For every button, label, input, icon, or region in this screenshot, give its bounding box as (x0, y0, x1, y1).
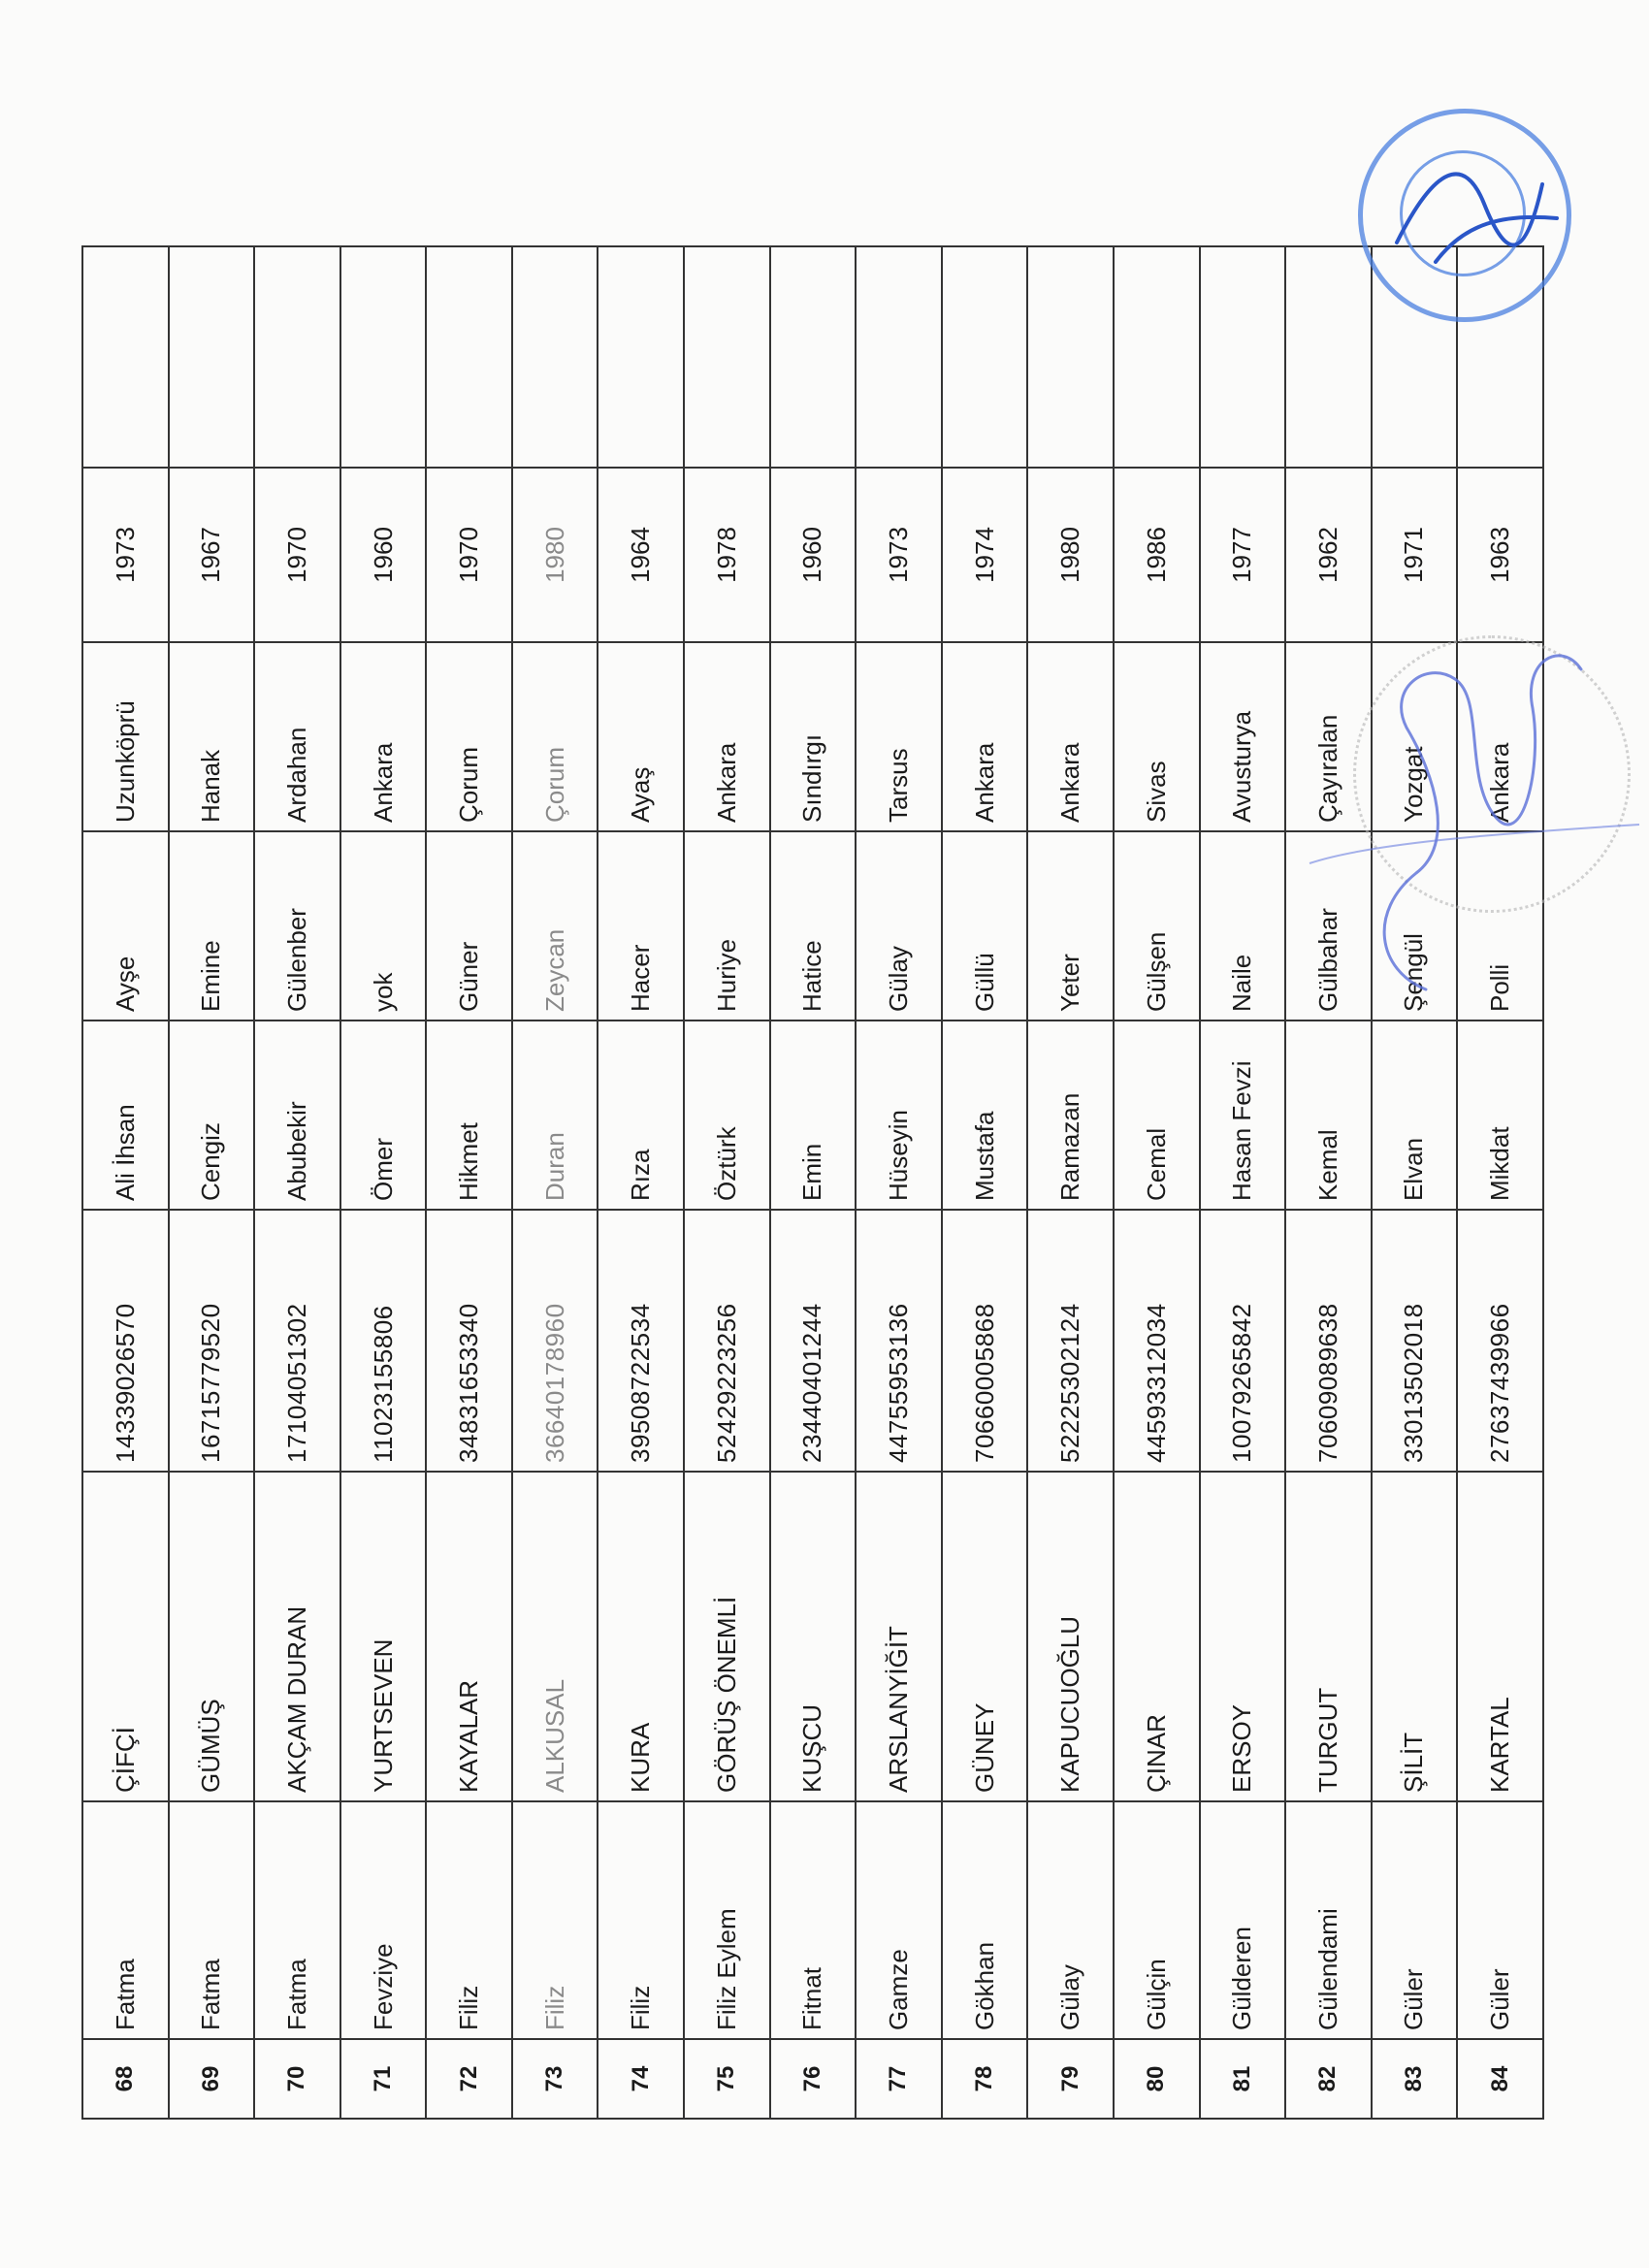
table-row (770, 246, 857, 2119)
first-name-cell: Fevziye (340, 1801, 427, 2039)
first-name-cell: Fatma (82, 1801, 169, 2039)
table-row (340, 246, 427, 2119)
last-name-cell: GÜMÜŞ (169, 1472, 255, 1801)
table-row (856, 246, 942, 2119)
first-name-cell: Gülay (1027, 1801, 1114, 2039)
birthplace-cell: Ankara (684, 642, 770, 831)
first-name-cell: Gökhan (942, 1801, 1028, 2039)
father-name-cell: Ali İhsan (82, 1021, 169, 1210)
empty-cell (598, 246, 684, 468)
id-number-cell: 33013502018 (1372, 1210, 1458, 1472)
empty-cell (82, 246, 169, 468)
first-name-cell: Fatma (254, 1801, 340, 2039)
table-row (82, 246, 169, 2119)
last-name-cell: ARSLANYİĞİT (856, 1472, 942, 1801)
last-name-cell: ÇINAR (1114, 1472, 1200, 1801)
table-row (426, 246, 512, 2119)
empty-cell (426, 246, 512, 468)
father-name-cell: Hasan Fevzi (1200, 1021, 1286, 1210)
table-row (254, 246, 340, 2119)
table-row (598, 246, 684, 2119)
mother-name-cell: Emine (169, 831, 255, 1021)
first-name-cell: Fitnat (770, 1801, 857, 2039)
mother-name-cell: Gülenber (254, 831, 340, 1021)
empty-cell (1027, 246, 1114, 468)
mother-name-cell: Zeycan (512, 831, 598, 1021)
father-name-cell: Cengiz (169, 1021, 255, 1210)
member-list-table (81, 245, 1544, 2120)
last-name-cell: TURGUT (1285, 1472, 1372, 1801)
last-name-cell: KUŞCU (770, 1472, 857, 1801)
birthplace-cell: Ankara (1457, 642, 1543, 831)
mother-name-cell: Gülay (856, 831, 942, 1021)
id-number-cell: 70609089638 (1285, 1210, 1372, 1472)
table-row (512, 246, 598, 2119)
birthplace-cell: Sivas (1114, 642, 1200, 831)
last-name-cell: GÜNEY (942, 1472, 1028, 1801)
birthplace-cell: Çayıralan (1285, 642, 1372, 831)
table-row (1114, 246, 1200, 2119)
row-number: 84 (1457, 2039, 1543, 2119)
first-name-cell: Gülderen (1200, 1801, 1286, 2039)
birthplace-cell: Sındırgı (770, 642, 857, 831)
birthplace-cell: Avusturya (1200, 642, 1286, 831)
table-row (1372, 246, 1458, 2119)
row-number: 68 (82, 2039, 169, 2119)
row-number: 83 (1372, 2039, 1458, 2119)
table-row (942, 246, 1028, 2119)
birth-year-cell: 1964 (598, 468, 684, 642)
last-name-cell: KURA (598, 1472, 684, 1801)
mother-name-cell: Huriye (684, 831, 770, 1021)
empty-cell (340, 246, 427, 468)
birthplace-cell: Çorum (512, 642, 598, 831)
last-name-cell: AKÇAM DURAN (254, 1472, 340, 1801)
birth-year-cell: 1971 (1372, 468, 1458, 642)
birth-year-cell: 1960 (340, 468, 427, 642)
row-number: 80 (1114, 2039, 1200, 2119)
father-name-cell: Emin (770, 1021, 857, 1210)
table-row (1200, 246, 1286, 2119)
birthplace-cell: Ayaş (598, 642, 684, 831)
father-name-cell: Mustafa (942, 1021, 1028, 1210)
birth-year-cell: 1963 (1457, 468, 1543, 642)
id-number-cell: 14339026570 (82, 1210, 169, 1472)
empty-cell (942, 246, 1028, 468)
empty-cell (254, 246, 340, 468)
row-number: 82 (1285, 2039, 1372, 2119)
birth-year-cell: 1978 (684, 468, 770, 642)
birth-year-cell: 1973 (82, 468, 169, 642)
empty-cell (169, 246, 255, 468)
signature-top (1377, 126, 1571, 291)
birthplace-cell: Çorum (426, 642, 512, 831)
table-row (1027, 246, 1114, 2119)
table-row (684, 246, 770, 2119)
mother-name-cell: Güllü (942, 831, 1028, 1021)
mother-name-cell: Gülşen (1114, 831, 1200, 1021)
father-name-cell: Ramazan (1027, 1021, 1114, 1210)
birth-year-cell: 1970 (254, 468, 340, 642)
empty-cell (684, 246, 770, 468)
father-name-cell: Rıza (598, 1021, 684, 1210)
id-number-cell: 36640178960 (512, 1210, 598, 1472)
birthplace-cell: Ankara (340, 642, 427, 831)
father-name-cell: Ömer (340, 1021, 427, 1210)
row-number: 71 (340, 2039, 427, 2119)
first-name-cell: Güler (1372, 1801, 1458, 2039)
birth-year-cell: 1960 (770, 468, 857, 642)
table-row (169, 246, 255, 2119)
first-name-cell: Fatma (169, 1801, 255, 2039)
row-number: 76 (770, 2039, 857, 2119)
last-name-cell: ERSOY (1200, 1472, 1286, 1801)
last-name-cell: KARTAL (1457, 1472, 1543, 1801)
last-name-cell: ALKUSAL (512, 1472, 598, 1801)
birthplace-cell: Ankara (942, 642, 1028, 831)
row-number: 77 (856, 2039, 942, 2119)
mother-name-cell: Gülbahar (1285, 831, 1372, 1021)
birth-year-cell: 1980 (512, 468, 598, 642)
birthplace-cell: Uzunköprü (82, 642, 169, 831)
table-row (1285, 246, 1372, 2119)
mother-name-cell: Yeter (1027, 831, 1114, 1021)
id-number-cell: 11023155806 (340, 1210, 427, 1472)
mother-name-cell: Güner (426, 831, 512, 1021)
empty-cell (1114, 246, 1200, 468)
id-number-cell: 44755953136 (856, 1210, 942, 1472)
id-number-cell: 52225302124 (1027, 1210, 1114, 1472)
empty-cell (770, 246, 857, 468)
mother-name-cell: Hatice (770, 831, 857, 1021)
rotated-table-container (81, 247, 1544, 2120)
signature-bottom (1290, 621, 1649, 1009)
birth-year-cell: 1986 (1114, 468, 1200, 642)
first-name-cell: Gülendami (1285, 1801, 1372, 2039)
birthplace-cell: Tarsus (856, 642, 942, 831)
first-name-cell: Güler (1457, 1801, 1543, 2039)
last-name-cell: ÇİFÇİ (82, 1472, 169, 1801)
father-name-cell: Abubekir (254, 1021, 340, 1210)
father-name-cell: Cemal (1114, 1021, 1200, 1210)
row-number: 79 (1027, 2039, 1114, 2119)
row-number: 73 (512, 2039, 598, 2119)
empty-cell (512, 246, 598, 468)
empty-cell (1200, 246, 1286, 468)
father-name-cell: Öztürk (684, 1021, 770, 1210)
last-name-cell: KAPUCUOĞLU (1027, 1472, 1114, 1801)
mother-name-cell: Polli (1457, 831, 1543, 1021)
id-number-cell: 16715779520 (169, 1210, 255, 1472)
id-number-cell: 70660005868 (942, 1210, 1028, 1472)
mother-name-cell: Naile (1200, 831, 1286, 1021)
first-name-cell: Filiz (598, 1801, 684, 2039)
birth-year-cell: 1967 (169, 468, 255, 642)
father-name-cell: Hikmet (426, 1021, 512, 1210)
father-name-cell: Duran (512, 1021, 598, 1210)
first-name-cell: Filiz (512, 1801, 598, 2039)
table-body (82, 246, 1543, 2119)
id-number-cell: 17104051302 (254, 1210, 340, 1472)
mother-name-cell: Ayşe (82, 831, 169, 1021)
row-number: 72 (426, 2039, 512, 2119)
empty-cell (1285, 246, 1372, 468)
id-number-cell: 44593312034 (1114, 1210, 1200, 1472)
row-number: 74 (598, 2039, 684, 2119)
birth-year-cell: 1973 (856, 468, 942, 642)
mother-name-cell: Şengül (1372, 831, 1458, 1021)
father-name-cell: Kemal (1285, 1021, 1372, 1210)
id-number-cell: 10079265842 (1200, 1210, 1286, 1472)
id-number-cell: 34831653340 (426, 1210, 512, 1472)
row-number: 81 (1200, 2039, 1286, 2119)
empty-cell (856, 246, 942, 468)
id-number-cell: 39508722534 (598, 1210, 684, 1472)
birthplace-cell: Ankara (1027, 642, 1114, 831)
father-name-cell: Hüseyin (856, 1021, 942, 1210)
last-name-cell: ŞİLİT (1372, 1472, 1458, 1801)
birth-year-cell: 1974 (942, 468, 1028, 642)
id-number-cell: 23440401244 (770, 1210, 857, 1472)
birth-year-cell: 1970 (426, 468, 512, 642)
birth-year-cell: 1962 (1285, 468, 1372, 642)
first-name-cell: Gülçin (1114, 1801, 1200, 2039)
last-name-cell: YURTSEVEN (340, 1472, 427, 1801)
birthplace-cell: Ardahan (254, 642, 340, 831)
mother-name-cell: yok (340, 831, 427, 1021)
row-number: 75 (684, 2039, 770, 2119)
row-number: 78 (942, 2039, 1028, 2119)
first-name-cell: Gamze (856, 1801, 942, 2039)
birthplace-cell: Yozgat (1372, 642, 1458, 831)
id-number-cell: 27637439966 (1457, 1210, 1543, 1472)
first-name-cell: Filiz (426, 1801, 512, 2039)
last-name-cell: GÖRÜŞ ÖNEMLİ (684, 1472, 770, 1801)
mother-name-cell: Hacer (598, 831, 684, 1021)
birth-year-cell: 1977 (1200, 468, 1286, 642)
id-number-cell: 52429223256 (684, 1210, 770, 1472)
father-name-cell: Elvan (1372, 1021, 1458, 1210)
father-name-cell: Mikdat (1457, 1021, 1543, 1210)
birthplace-cell: Hanak (169, 642, 255, 831)
table-row (1457, 246, 1543, 2119)
last-name-cell: KAYALAR (426, 1472, 512, 1801)
birth-year-cell: 1980 (1027, 468, 1114, 642)
first-name-cell: Filiz Eylem (684, 1801, 770, 2039)
row-number: 70 (254, 2039, 340, 2119)
row-number: 69 (169, 2039, 255, 2119)
